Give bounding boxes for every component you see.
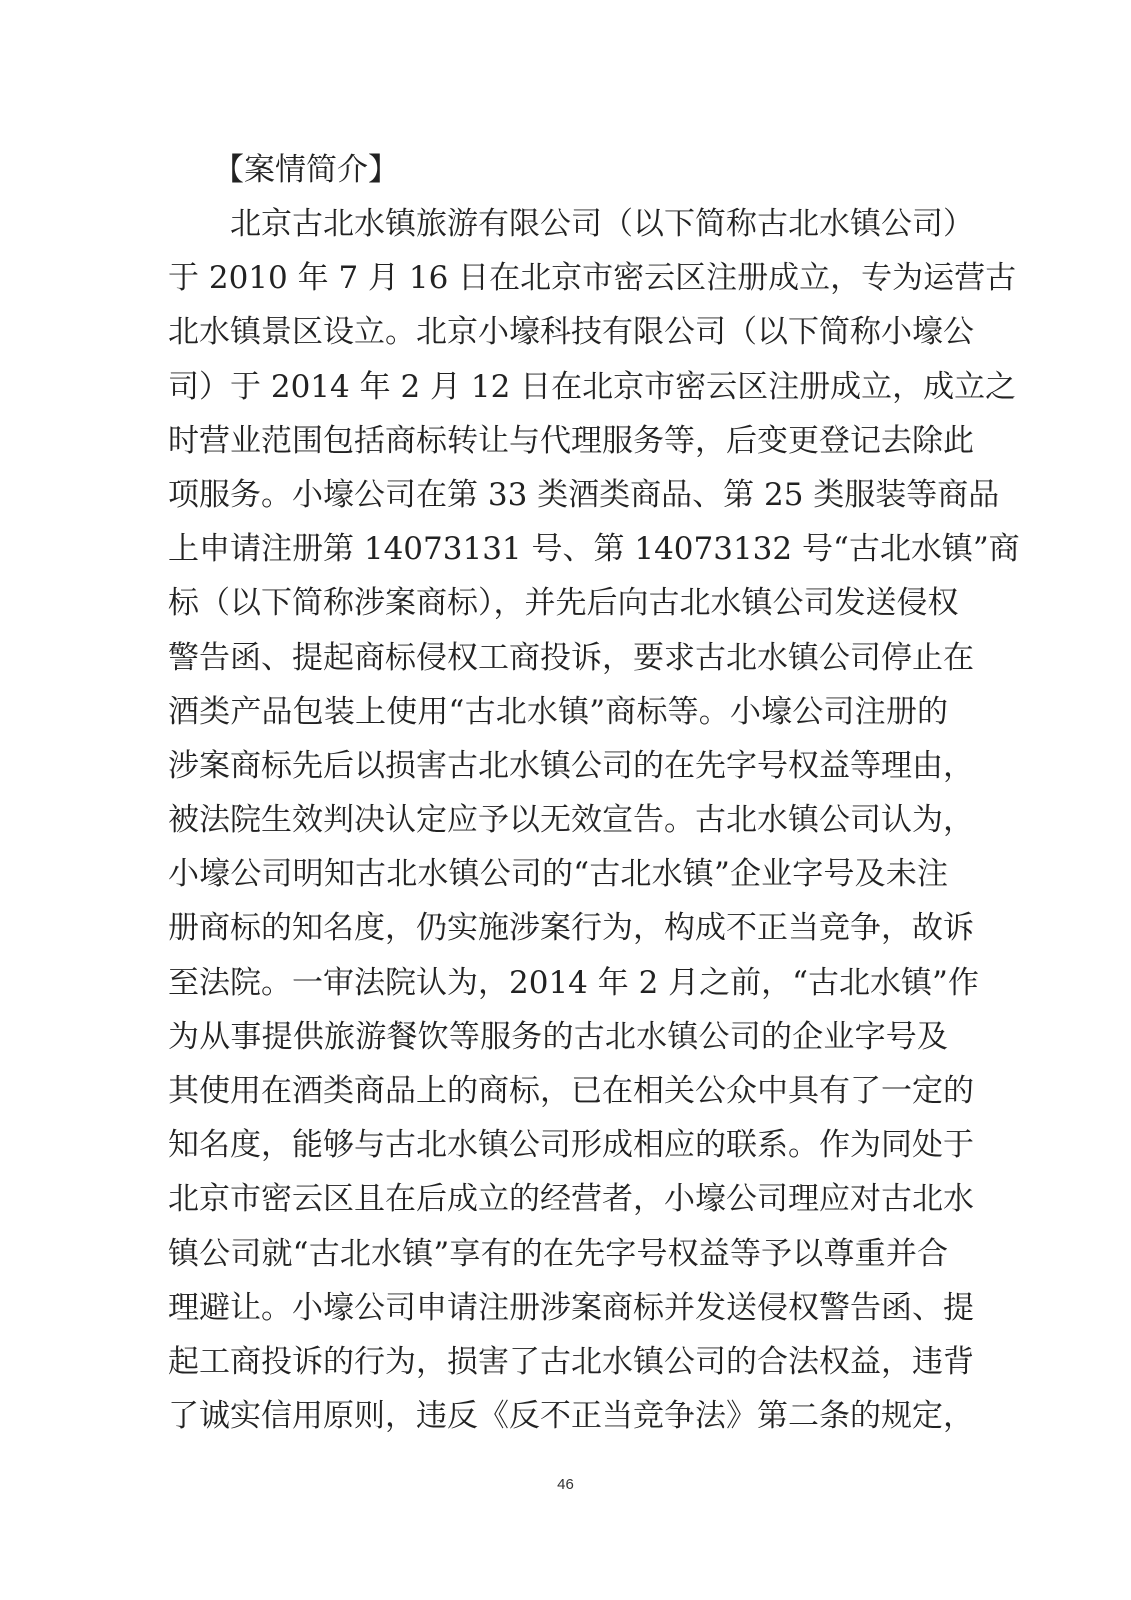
case-summary-body: [168, 197, 1020, 1443]
section-heading: 【案情简介】: [213, 152, 399, 188]
body-line: 小壕公司明知古北水镇公司的“古北水镇”企业字号及未注: [168, 856, 948, 893]
body-line: 其使用在酒类商品上的商标，已在相关公众中具有了一定的: [168, 1073, 974, 1109]
body-line: 理避让。小壕公司申请注册涉案商标并发送侵权警告函、提: [168, 1289, 974, 1326]
body-line: 为从事提供旅游餐饮等服务的古北水镇公司的企业字号及: [168, 1018, 948, 1055]
body-line: 册商标的知名度，仍实施涉案行为，构成不正当竞争，故诉: [168, 910, 974, 947]
body-line: 项服务。小壕公司在第 33 类酒类商品、第 25 类服装等商品: [168, 476, 1000, 513]
body-line: 涉案商标先后以损害古北水镇公司的在先字号权益等理由，: [168, 747, 974, 784]
body-line: 知名度，能够与古北水镇公司形成相应的联系。作为同处于: [168, 1127, 974, 1164]
body-line: 标（以下简称涉案商标），并先后向古北水镇公司发送侵权: [168, 585, 959, 622]
body-line: 起工商投诉的行为，损害了古北水镇公司的合法权益，违背: [168, 1343, 974, 1380]
page-number: 46: [557, 1476, 574, 1493]
body-line: 于 2010 年 7 月 16 日在北京市密云区注册成立，专为运营古: [168, 260, 1017, 297]
body-line: 司）于 2014 年 2 月 12 日在北京市密云区注册成立，成立之: [168, 368, 1017, 405]
body-line: 警告函、提起商标侵权工商投诉，要求古北水镇公司停止在: [168, 639, 974, 676]
body-line: 北京市密云区且在后成立的经营者，小壕公司理应对古北水: [168, 1181, 974, 1218]
body-line: 镇公司就“古北水镇”享有的在先字号权益等予以尊重并合: [168, 1235, 948, 1272]
body-line: 至法院。一审法院认为，2014 年 2 月之前，“古北水镇”作: [168, 964, 979, 1001]
body-line: 上申请注册第 14073131 号、第 14073132 号“古北水镇”商: [168, 531, 1020, 568]
body-line: 了诚实信用原则，违反《反不正当竞争法》第二条的规定，: [168, 1398, 974, 1435]
body-line: 时营业范围包括商标转让与代理服务等，后变更登记去除此: [168, 422, 974, 459]
body-line: 北京古北水镇旅游有限公司（以下简称古北水镇公司）: [230, 206, 974, 242]
body-line: 酒类产品包装上使用“古北水镇”商标等。小壕公司注册的: [168, 693, 948, 730]
body-line: 北水镇景区设立。北京小壕科技有限公司（以下简称小壕公: [168, 314, 974, 351]
body-line: 被法院生效判决认定应予以无效宣告。古北水镇公司认为，: [168, 802, 974, 839]
